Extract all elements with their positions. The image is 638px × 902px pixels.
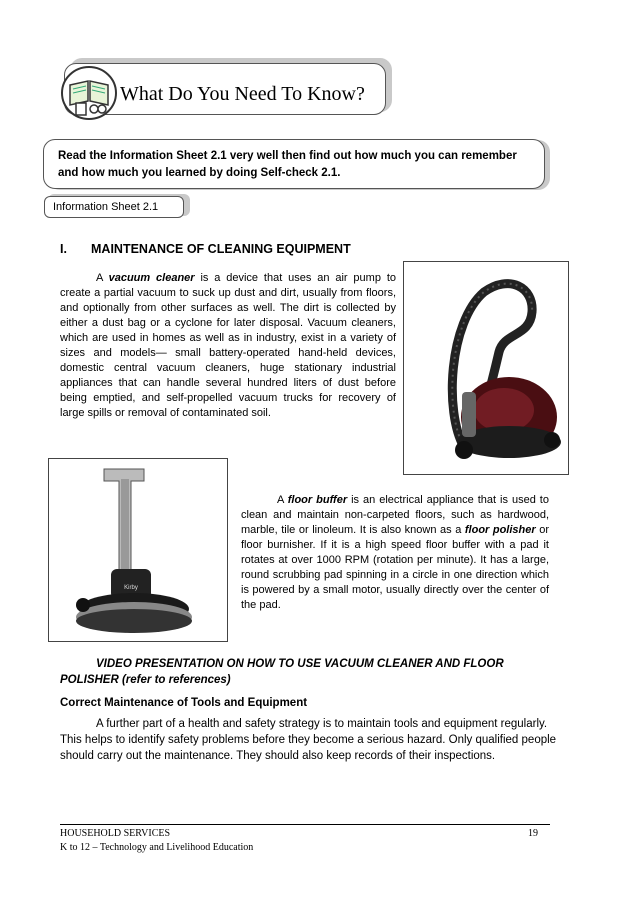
buffer-text-2: or floor burnisher. If it is a high speed floor buffer with a pad it rotates at over 1000 RPM (rotation per minute). It has a large, round scrubbing pad spinning in a circle in one direction which is powered by a small motor, usually directly over the center of the pad. (241, 524, 549, 611)
video-heading-line-1: VIDEO PRESENTATION ON HOW TO USE VACUUM CLEANER AND FLOOR (96, 658, 504, 670)
instruction-box: Read the Information Sheet 2.1 very well then find out how much you can remember and how much you learned by doing Self-check 2.1. (43, 139, 545, 189)
footer-divider (60, 824, 550, 825)
vacuum-term: vacuum cleaner (108, 272, 195, 284)
vacuum-intro: A (96, 272, 109, 284)
video-heading-line-2: POLISHER (refer to references) (60, 674, 231, 686)
section-title: MAINTENANCE OF CLEANING EQUIPMENT (91, 242, 351, 256)
footer-course: HOUSEHOLD SERVICES (60, 828, 171, 839)
floor-buffer-image (48, 458, 228, 642)
section-number: I. (60, 242, 67, 256)
floor-buffer-paragraph (241, 493, 549, 613)
information-sheet-tab: Information Sheet 2.1 (44, 196, 184, 218)
book-reading-icon (60, 65, 118, 121)
page-number: 19 (528, 828, 538, 839)
buffer-text-1: is an electrical appliance that is used to clean and maintain non-carpeted floors, such as hardwood, marble, tile or linoleum. It is also known as a (241, 494, 549, 536)
buffer-term-2: floor polisher (464, 524, 536, 536)
vacuum-text: is a device that uses an air pump to create a partial vacuum to suck up dust and dirt, usually from floors, and optionally from other surfaces as well. The dirt is collected by either a dust bag or a cyclone for later disposal. Vacuum cleaners, which are used in homes as well as in industry, exist in a variety of sizes and models— small battery-operated hand-held devices, domestic central vacuum cleaners, huge stationary industrial appliances that can handle several hundred liters of dust before being emptied, and self-propelled vacuum trucks for recovery of large spills or removal of contaminated soil. (60, 272, 396, 419)
video-presentation-heading (60, 656, 560, 688)
maintenance-heading: Correct Maintenance of Tools and Equipment (60, 697, 308, 709)
footer-curriculum: K to 12 – Technology and Livelihood Education (60, 842, 254, 853)
vacuum-paragraph (60, 271, 396, 421)
buffer-term: floor buffer (287, 494, 348, 506)
maintenance-paragraph: A further part of a health and safety strategy is to maintain tools and equipment regularly. This helps to identify safety problems before they become a serious hazard. Only qualified people should carry out the maintenance. They should also keep records of their inspections. (60, 718, 557, 762)
buffer-intro: A (277, 494, 288, 506)
svg-text:Kirby: Kirby (124, 585, 138, 591)
vacuum-cleaner-image (403, 261, 569, 475)
page-title: What Do You Need To Know? (120, 83, 365, 105)
